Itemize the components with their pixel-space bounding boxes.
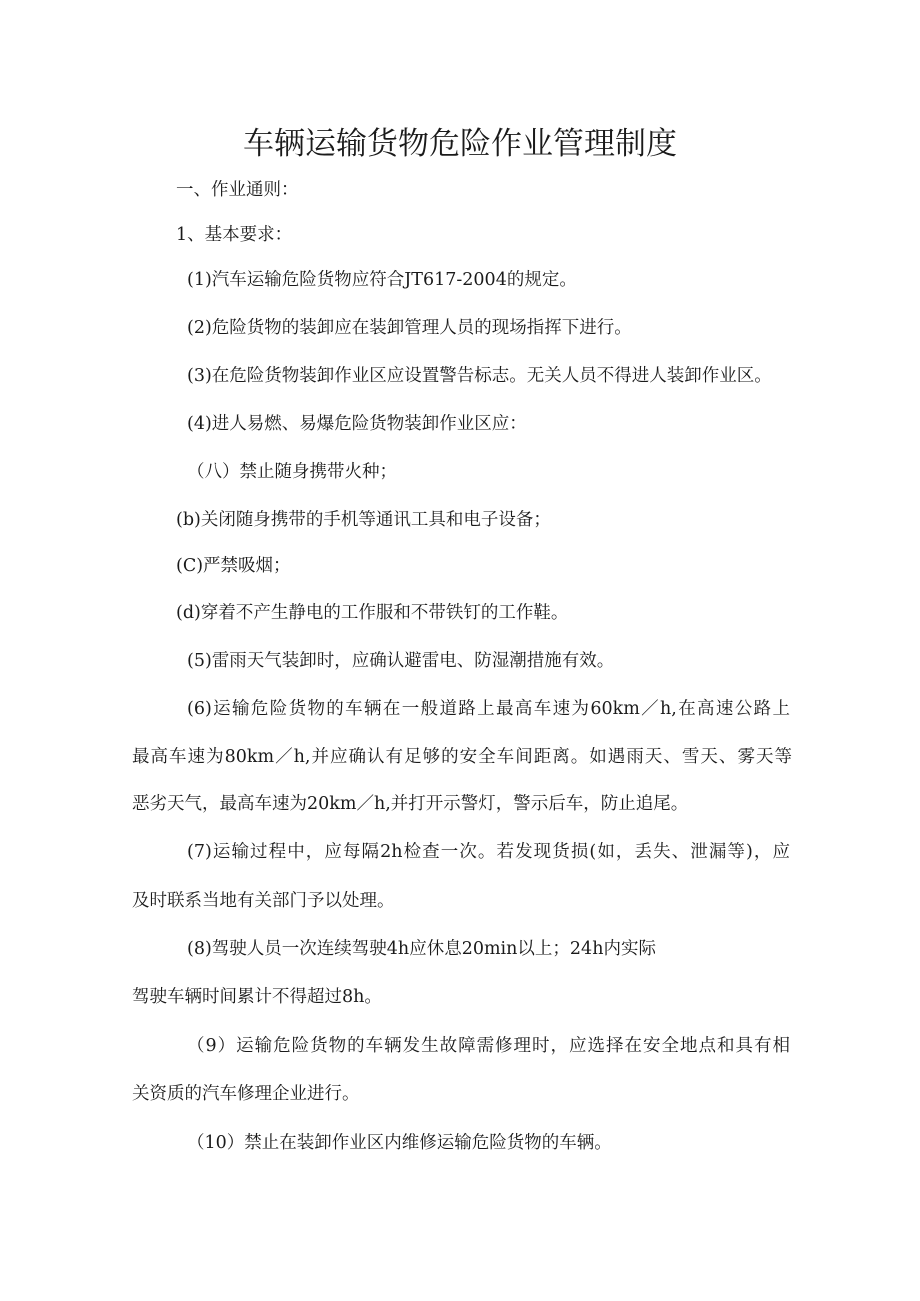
- paragraph-item-6-line-3: 恶劣天气，最高车速为20km／h,并打开示警灯，警示后车，防止追尾。: [132, 794, 689, 814]
- paragraph-item-4d: (d)穿着不产生静电的工作服和不带铁钉的工作鞋。: [176, 603, 569, 623]
- paragraph-item-1: (1)汽车运输危险货物应符合JT617-2004的规定。: [187, 270, 577, 290]
- paragraph-item-5: (5)雷雨天气装卸时，应确认避雷电、防湿潮措施有效。: [187, 651, 615, 671]
- subsection-heading: 1、基本要求：: [176, 225, 293, 245]
- paragraph-item-6-line-1: (6)运输危险货物的车辆在一般道路上最高车速为60km／h,在高速公路上: [187, 699, 790, 719]
- paragraph-item-9-line-2: 关资质的汽车修理企业进行。: [132, 1084, 360, 1104]
- paragraph-item-2: (2)危险货物的装卸应在装卸管理人员的现场指挥下进行。: [187, 318, 632, 338]
- document-title: 车辆运输货物危险作业管理制度: [243, 126, 677, 162]
- paragraph-item-4b: (b)关闭随身携带的手机等通讯工具和电子设备；: [176, 510, 551, 530]
- paragraph-item-8-line-1: (8)驾驶人员一次连续驾驶4h应休息20min以上；24h内实际: [187, 939, 656, 959]
- paragraph-item-4a: （八）禁止随身携带火种；: [187, 462, 397, 482]
- paragraph-item-7-line-1: (7)运输过程中，应每隔2h检查一次。若发现货损(如，丢失、泄漏等)，应: [187, 842, 790, 862]
- paragraph-item-4: (4)进人易燃、易爆危险货物装卸作业区应：: [187, 414, 527, 434]
- paragraph-item-9-line-1: （9）运输危险货物的车辆发生故障需修理时，应选择在安全地点和具有相: [187, 1036, 790, 1056]
- paragraph-item-6-line-2: 最高车速为80km／h,并应确认有足够的安全车间距离。如遇雨天、雪天、雾天等: [132, 747, 792, 767]
- paragraph-item-8-line-2: 驾驶车辆时间累计不得超过8h。: [132, 987, 382, 1007]
- paragraph-item-10: （10）禁止在装卸作业区内维修运输危险货物的车辆。: [187, 1133, 612, 1153]
- paragraph-item-4c: (C)严禁吸烟；: [176, 556, 291, 576]
- paragraph-item-3: (3)在危险货物装卸作业区应设置警告标志。无关人员不得进人装卸作业区。: [187, 366, 772, 386]
- section-heading: 一、作业通则：: [176, 180, 299, 200]
- paragraph-item-7-line-2: 及时联系当地有关部门予以处理。: [132, 891, 395, 911]
